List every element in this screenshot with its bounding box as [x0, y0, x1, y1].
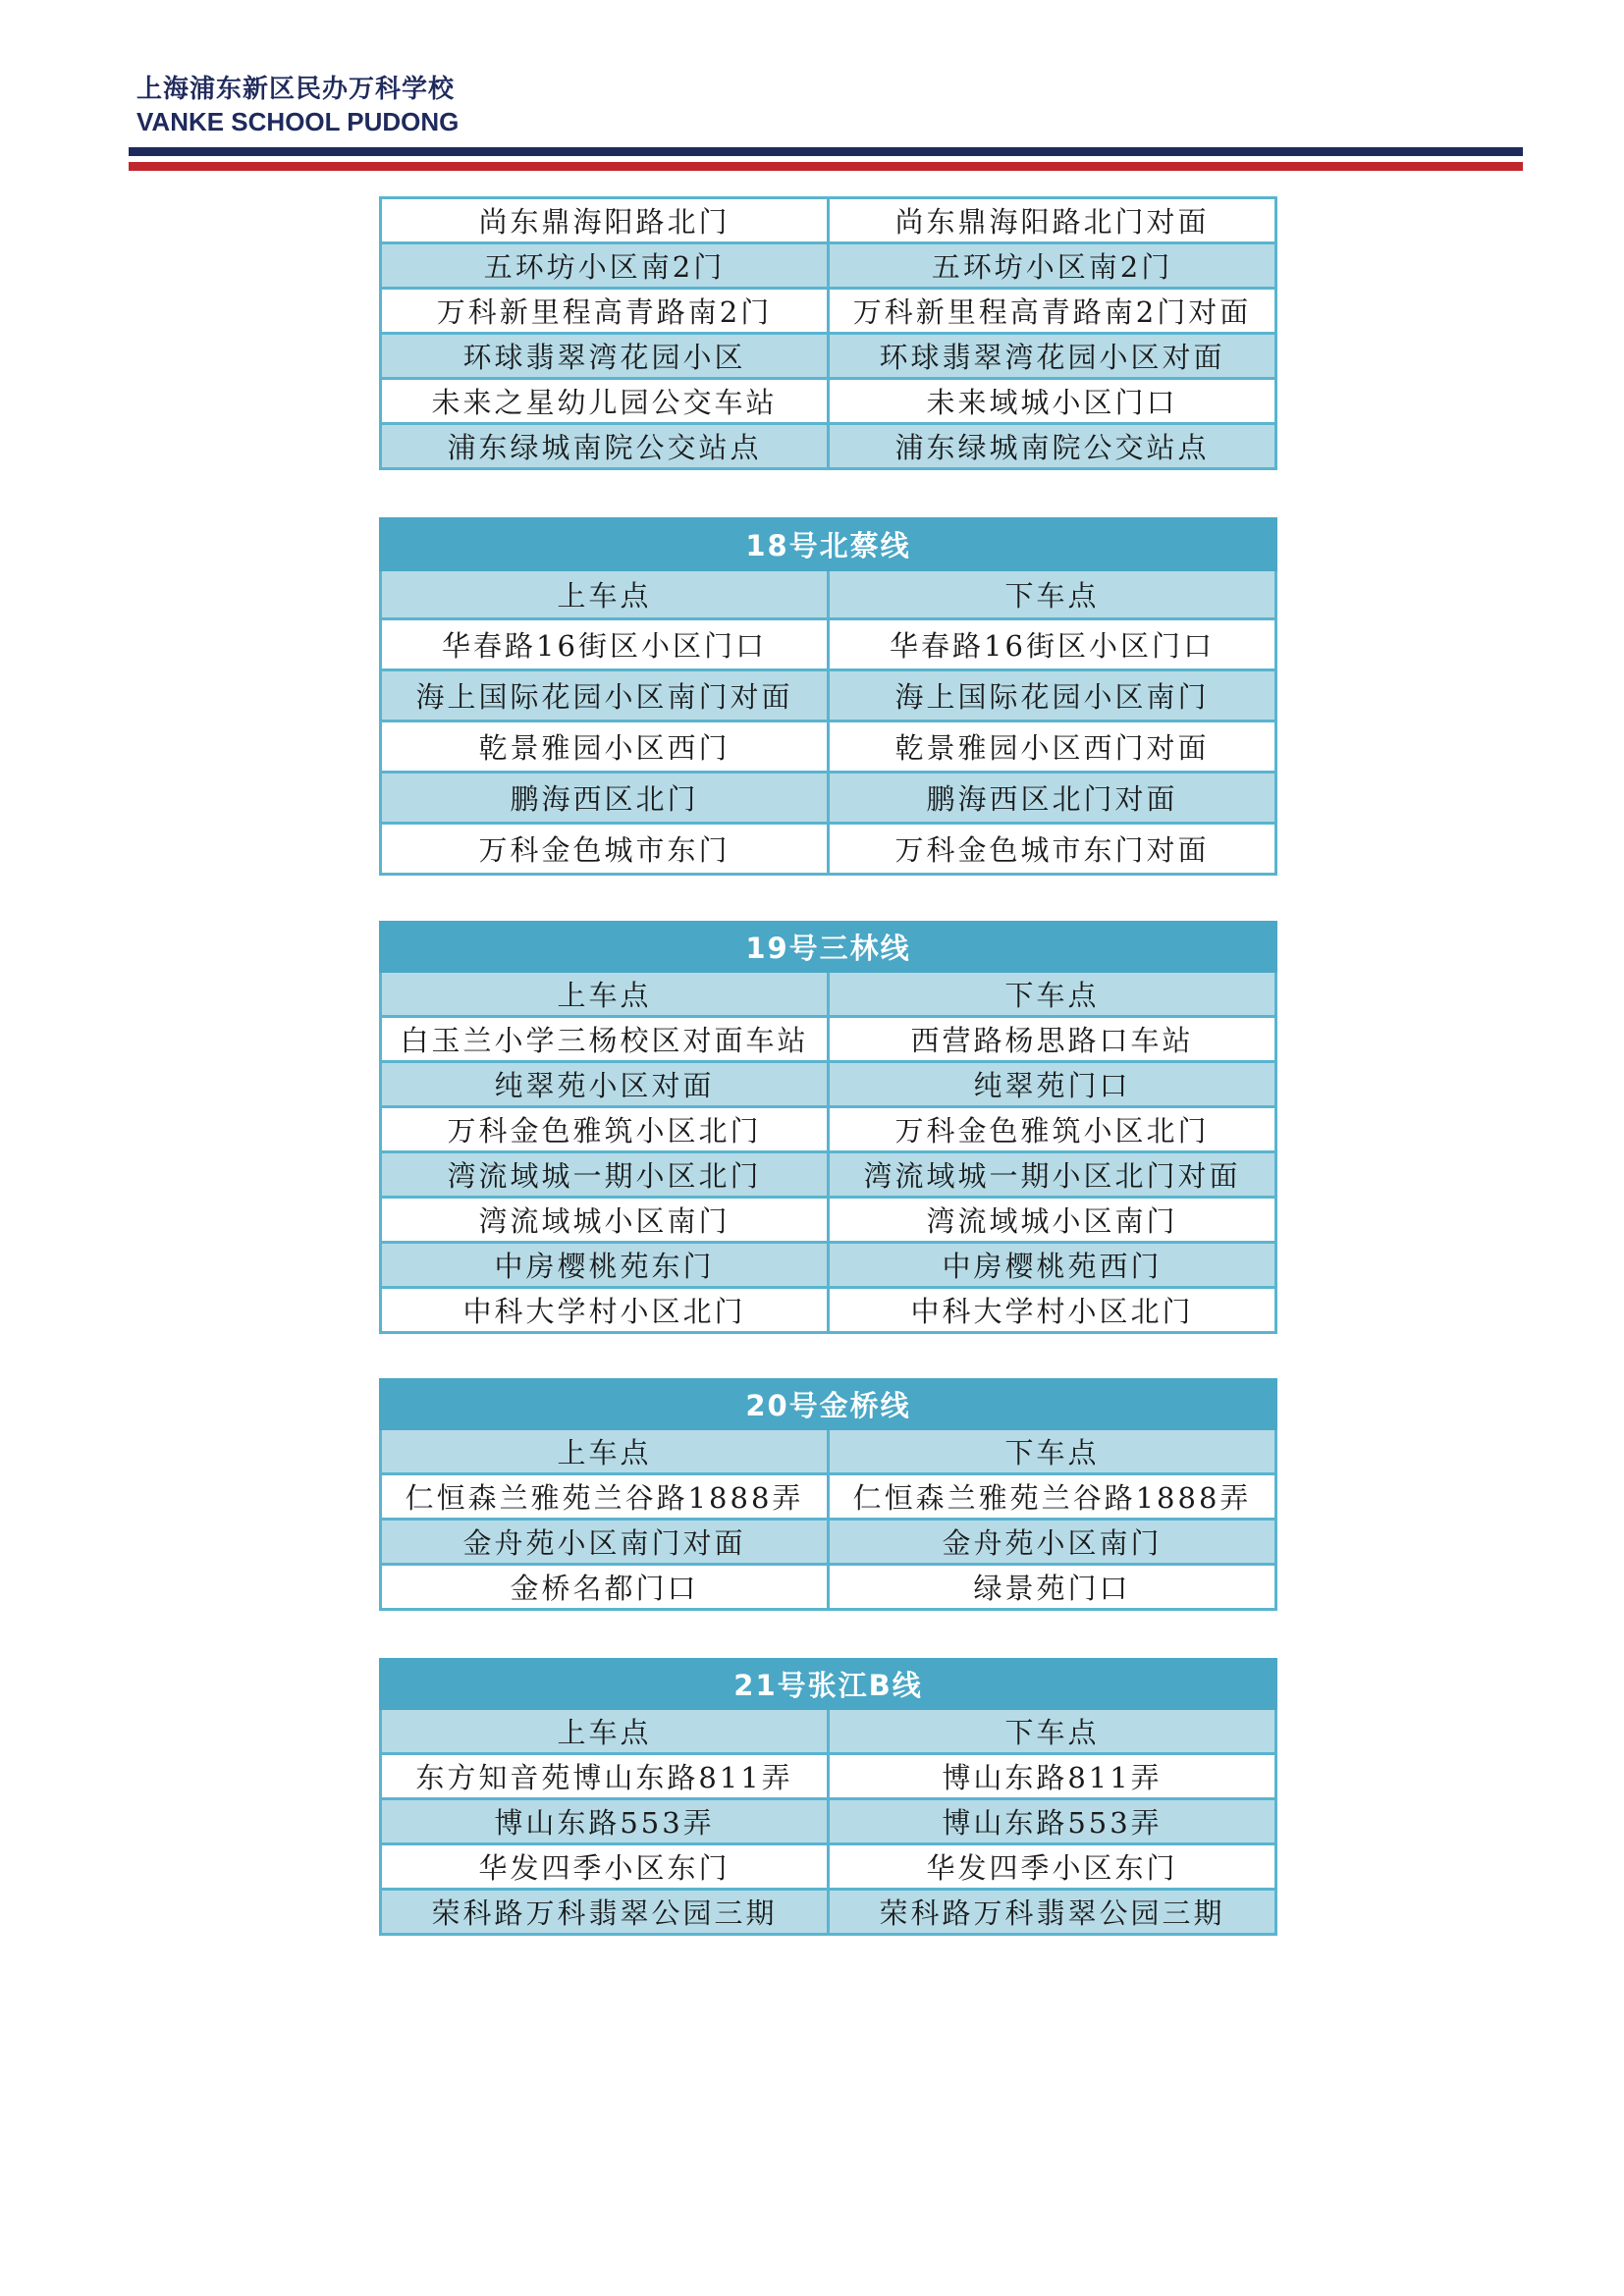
alighting-stop: 博山东路811弄 — [829, 1754, 1276, 1799]
alighting-stop: 湾流域城小区南门 — [829, 1198, 1276, 1243]
table-row — [381, 243, 1276, 289]
column-header-alighting: 下车点 — [829, 972, 1276, 1017]
alighting-stop: 绿景苑门口 — [829, 1565, 1276, 1610]
route-table-20 — [379, 1378, 1277, 1611]
table-row — [381, 1288, 1276, 1333]
table-row — [381, 1062, 1276, 1107]
boarding-stop: 海上国际花园小区南门对面 — [381, 670, 829, 721]
boarding-stop: 华春路16街区小区门口 — [381, 619, 829, 670]
boarding-stop: 湾流域城小区南门 — [381, 1198, 829, 1243]
boarding-stop: 荣科路万科翡翠公园三期 — [381, 1890, 829, 1935]
boarding-stop: 万科新里程高青路南2门 — [381, 289, 829, 334]
table-row — [381, 1152, 1276, 1198]
school-name-cn: 上海浦东新区民办万科学校 — [136, 75, 456, 104]
table-row — [381, 198, 1276, 243]
table-row — [381, 1243, 1276, 1288]
alighting-stop: 未来域城小区门口 — [829, 379, 1276, 424]
column-header-boarding: 上车点 — [381, 570, 829, 619]
alighting-stop: 博山东路553弄 — [829, 1799, 1276, 1844]
boarding-stop: 东方知音苑博山东路811弄 — [381, 1754, 829, 1799]
header-rule-red — [129, 162, 1523, 171]
route-title: 19号三林线 — [381, 923, 1276, 972]
column-header-row — [381, 972, 1276, 1017]
table-row — [381, 1565, 1276, 1610]
column-header-alighting: 下车点 — [829, 1709, 1276, 1754]
column-header-row — [381, 570, 1276, 619]
route-table-18 — [379, 517, 1277, 876]
alighting-stop: 五环坊小区南2门 — [829, 243, 1276, 289]
table-row — [381, 334, 1276, 379]
boarding-stop: 博山东路553弄 — [381, 1799, 829, 1844]
table-row — [381, 721, 1276, 773]
table-row — [381, 1198, 1276, 1243]
alighting-stop: 浦东绿城南院公交站点 — [829, 424, 1276, 469]
table-row — [381, 1754, 1276, 1799]
boarding-stop: 白玉兰小学三杨校区对面车站 — [381, 1017, 829, 1062]
column-header-row — [381, 1709, 1276, 1754]
route-title: 18号北蔡线 — [381, 519, 1276, 570]
route-title: 21号张江B线 — [381, 1660, 1276, 1709]
alighting-stop: 海上国际花园小区南门 — [829, 670, 1276, 721]
boarding-stop: 金舟苑小区南门对面 — [381, 1520, 829, 1565]
alighting-stop: 仁恒森兰雅苑兰谷路1888弄 — [829, 1474, 1276, 1520]
alighting-stop: 湾流域城一期小区北门对面 — [829, 1152, 1276, 1198]
boarding-stop: 鹏海西区北门 — [381, 773, 829, 824]
school-header — [136, 73, 459, 137]
alighting-stop: 华春路16街区小区门口 — [829, 619, 1276, 670]
table-row — [381, 1890, 1276, 1935]
boarding-stop: 浦东绿城南院公交站点 — [381, 424, 829, 469]
table-row — [381, 379, 1276, 424]
boarding-stop: 乾景雅园小区西门 — [381, 721, 829, 773]
table-row — [381, 289, 1276, 334]
alighting-stop: 中科大学村小区北门 — [829, 1288, 1276, 1333]
alighting-stop: 万科金色城市东门对面 — [829, 824, 1276, 875]
boarding-stop: 尚东鼎海阳路北门 — [381, 198, 829, 243]
header-rule-navy — [129, 147, 1523, 156]
alighting-stop: 万科金色雅筑小区北门 — [829, 1107, 1276, 1152]
column-header-alighting: 下车点 — [829, 1429, 1276, 1474]
route-table-continued — [379, 196, 1277, 470]
boarding-stop: 纯翠苑小区对面 — [381, 1062, 829, 1107]
alighting-stop: 华发四季小区东门 — [829, 1844, 1276, 1890]
column-header-boarding: 上车点 — [381, 1709, 829, 1754]
table-row — [381, 670, 1276, 721]
column-header-alighting: 下车点 — [829, 570, 1276, 619]
alighting-stop: 鹏海西区北门对面 — [829, 773, 1276, 824]
table-row — [381, 1799, 1276, 1844]
alighting-stop: 尚东鼎海阳路北门对面 — [829, 198, 1276, 243]
table-row — [381, 824, 1276, 875]
table-row — [381, 1844, 1276, 1890]
boarding-stop: 未来之星幼儿园公交车站 — [381, 379, 829, 424]
table-row — [381, 1474, 1276, 1520]
boarding-stop: 中科大学村小区北门 — [381, 1288, 829, 1333]
boarding-stop: 五环坊小区南2门 — [381, 243, 829, 289]
alighting-stop: 纯翠苑门口 — [829, 1062, 1276, 1107]
boarding-stop: 中房樱桃苑东门 — [381, 1243, 829, 1288]
route-title-row — [381, 1380, 1276, 1429]
boarding-stop: 仁恒森兰雅苑兰谷路1888弄 — [381, 1474, 829, 1520]
alighting-stop: 万科新里程高青路南2门对面 — [829, 289, 1276, 334]
route-table-19 — [379, 921, 1277, 1334]
table-row — [381, 1017, 1276, 1062]
boarding-stop: 湾流域城一期小区北门 — [381, 1152, 829, 1198]
boarding-stop: 金桥名都门口 — [381, 1565, 829, 1610]
alighting-stop: 西营路杨思路口车站 — [829, 1017, 1276, 1062]
boarding-stop: 华发四季小区东门 — [381, 1844, 829, 1890]
alighting-stop: 环球翡翠湾花园小区对面 — [829, 334, 1276, 379]
route-title-row — [381, 519, 1276, 570]
route-title-row — [381, 1660, 1276, 1709]
route-title: 20号金桥线 — [381, 1380, 1276, 1429]
route-title-row — [381, 923, 1276, 972]
table-row — [381, 773, 1276, 824]
table-row — [381, 1520, 1276, 1565]
boarding-stop: 万科金色城市东门 — [381, 824, 829, 875]
table-row — [381, 424, 1276, 469]
column-header-row — [381, 1429, 1276, 1474]
alighting-stop: 乾景雅园小区西门对面 — [829, 721, 1276, 773]
boarding-stop: 环球翡翠湾花园小区 — [381, 334, 829, 379]
alighting-stop: 中房樱桃苑西门 — [829, 1243, 1276, 1288]
table-row — [381, 619, 1276, 670]
boarding-stop: 万科金色雅筑小区北门 — [381, 1107, 829, 1152]
alighting-stop: 荣科路万科翡翠公园三期 — [829, 1890, 1276, 1935]
alighting-stop: 金舟苑小区南门 — [829, 1520, 1276, 1565]
table-row — [381, 1107, 1276, 1152]
route-table-21 — [379, 1658, 1277, 1936]
column-header-boarding: 上车点 — [381, 1429, 829, 1474]
school-name-en: VANKE SCHOOL PUDONG — [136, 107, 460, 136]
column-header-boarding: 上车点 — [381, 972, 829, 1017]
